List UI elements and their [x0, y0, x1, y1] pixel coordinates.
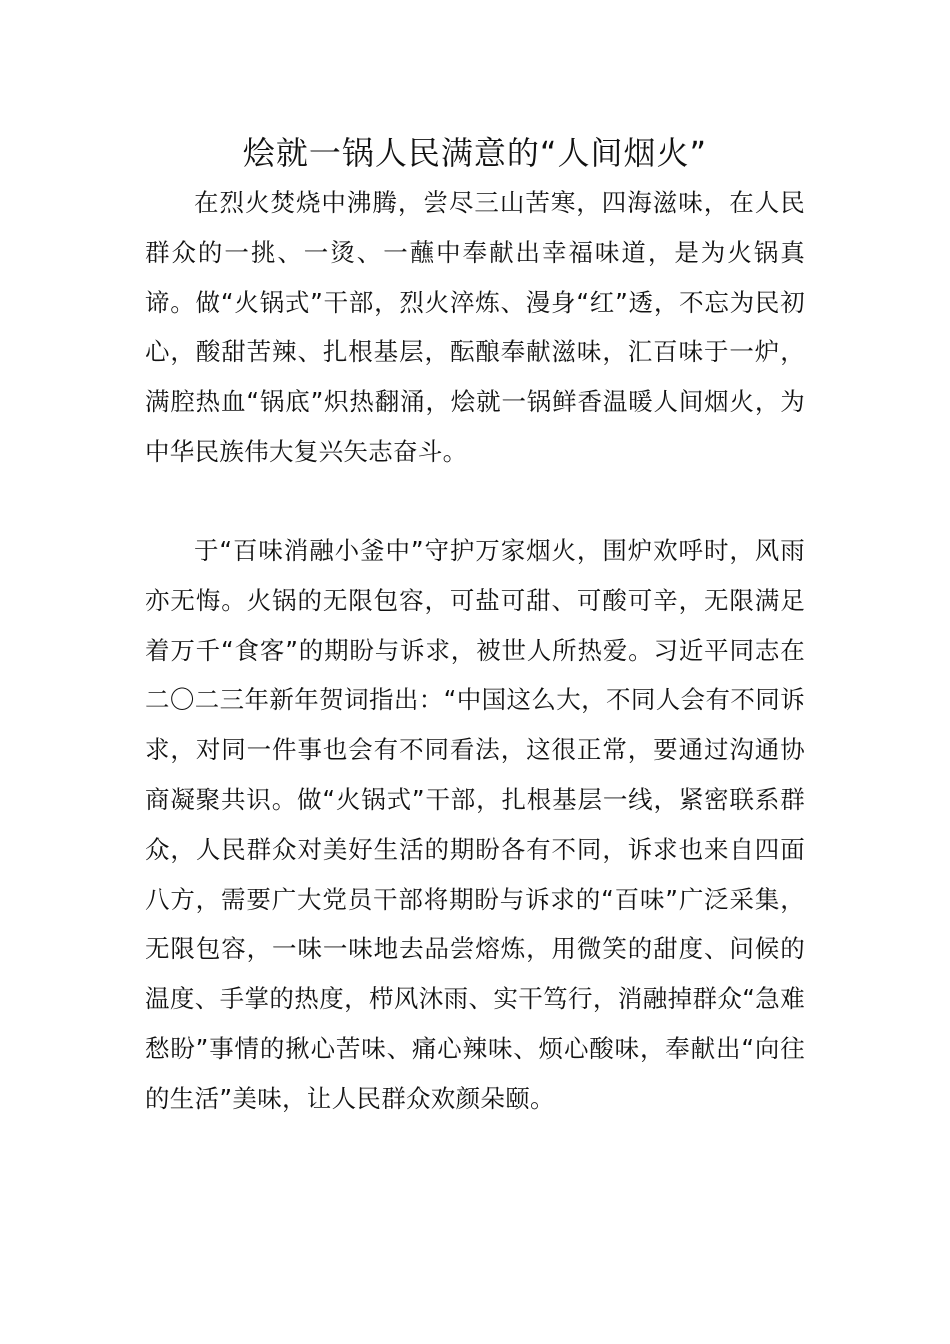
paragraph-2: 于“百味消融小釜中”守护万家烟火，围炉欢呼时，风雨亦无悔。火锅的无限包容，可盐可甜、可酸可辛，无限满足着万千“食客”的期盼与诉求，被世人所热爱。习近平同志在二〇二三年新年贺词指出：“中国这么大，不同人会有不同诉求，对同一件事也会有不同看法，这很正常，要通过沟通协商凝聚共识。做“火锅式”干部，扎根基层一线，紧密联系群众，人民群众对美好生活的期盼各有不同，诉求也来自四面八方，需要广大党员干部将期盼与诉求的“百味”广泛采集，无限包容，一味一味地去品尝熔炼，用微笑的甜度、问候的温度、手掌的热度，栉风沐雨、实干笃行，消融掉群众“急难愁盼”事情的揪心苦味、痛心辣味、烦心酸味，奉献出“向往的生活”美味，让人民群众欢颜朵颐。: [145, 536, 805, 1113]
document-title: 烩就一锅人民满意的“人间烟火”: [242, 134, 708, 172]
paragraph-1: 在烈火焚烧中沸腾，尝尽三山苦寒，四海滋味，在人民群众的一挑、一烫、一蘸中奉献出幸福味道，是为火锅真谛。做“火锅式”干部，烈火淬炼、漫身“红”透，不忘为民初心，酸甜苦辣、扎根基层，酝酿奉献滋味，汇百味于一炉，满腔热血“锅底”炽热翻涌，烩就一锅鲜香温暖人间烟火，为中华民族伟大复兴矢志奋斗。: [145, 188, 805, 466]
